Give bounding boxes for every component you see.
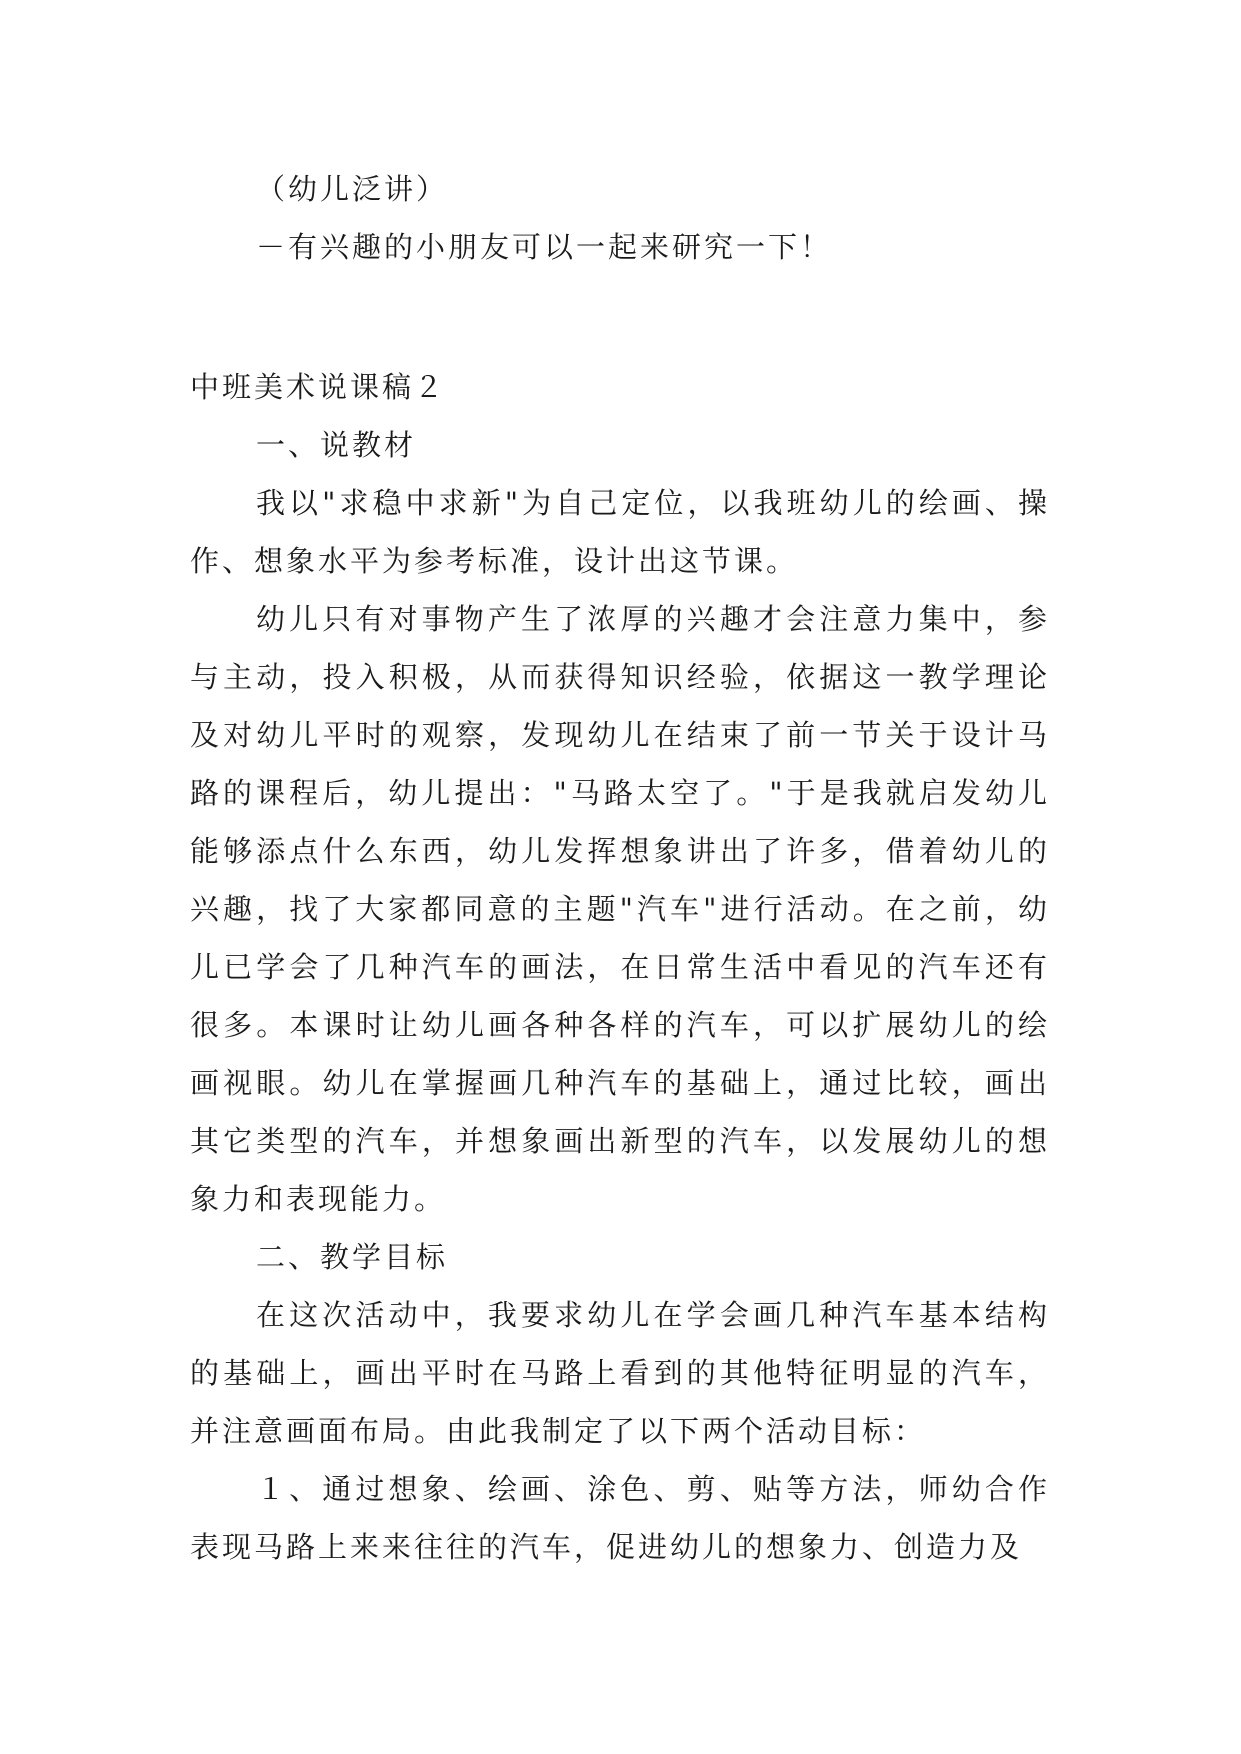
paragraph-activity: 在这次活动中，我要求幼儿在学会画几种汽车基本结构的基础上，画出平时在马路上看到的其他特征明显的汽车，并注意画面布局。由此我制定了以下两个活动目标： [190,1298,1050,1448]
paragraph-interest: 幼儿只有对事物产生了浓厚的兴趣才会注意力集中，参与主动，投入积极，从而获得知识经验，依据这一教学理论及对幼儿平时的观察，发现幼儿在结束了前一节关于设计马路的课程后，幼儿提出："马路太空了。"于是我就启发幼儿能够添点什么东西，幼儿发挥想象讲出了许多，借着幼儿的兴趣，找了大家都同意的主题"汽车"进行活动。在之前，幼儿已学会了几种汽车的画法，在日常生活中看见的汽车还有很多。本课时让幼儿画各种各样的汽车，可以扩展幼儿的绘画视眼。幼儿在掌握画几种汽车的基础上，通过比较，画出其它类型的汽车，并想象画出新型的汽车，以发展幼儿的想象力和表现能力。 [190,602,1050,1216]
note-line: （幼儿泛讲） [256,172,449,206]
paragraph-positioning: 我以"求稳中求新"为自己定位，以我班幼儿的绘画、操作、想象水平为参考标准，设计出这节课。 [190,486,1050,578]
document-body [190,160,1050,1576]
section-title: 中班美术说课稿２ [190,370,447,404]
invitation-line: －有兴趣的小朋友可以一起来研究一下！ [256,230,833,264]
subheading-teaching-goals: 二、教学目标 [256,1240,449,1274]
paragraph-goal-one: １、通过想象、绘画、涂色、剪、贴等方法，师幼合作表现马路上来来往往的汽车，促进幼儿的想象力、创造力及 [190,1472,1050,1564]
subheading-teaching-material: 一、说教材 [256,428,417,462]
